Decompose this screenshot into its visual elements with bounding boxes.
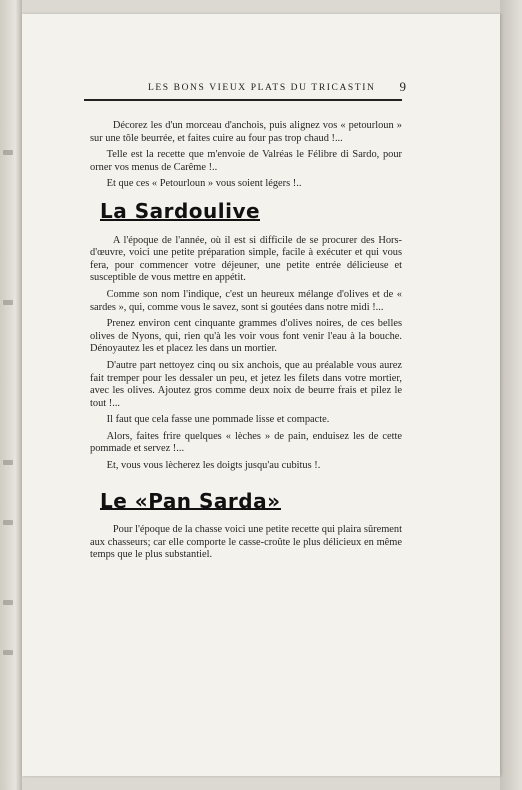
- page-header: [84, 79, 406, 101]
- page-number: 9: [399, 79, 406, 94]
- intro-paragraph: Et que ces « Petourloun » vous soient légers !..: [106, 178, 302, 190]
- facing-page-text-fragment: [3, 650, 13, 655]
- recipe-paragraph: Comme son nom l'indique, c'est un heureux mélange d'olives et de « sardes », qui, comme vous le savez, sont si goutées dans notre midi !...: [90, 288, 402, 313]
- recipe-paragraph: Il faut que cela fasse une pommade lisse et compacte.: [106, 414, 330, 426]
- facing-page-text-fragment: [3, 520, 13, 525]
- facing-page-text-fragment: [3, 150, 13, 155]
- recipe-paragraph: Alors, faites frire quelques « lèches » de pain, enduisez les de cette pommade et servez !...: [90, 430, 402, 455]
- recipe-paragraph: Et, vous vous lècherez les doigts jusqu'au cubitus !.: [106, 460, 321, 472]
- running-head: LES BONS VIEUX PLATS DU TRICASTIN: [148, 83, 376, 93]
- intro-paragraph: Telle est la recette que m'envoie de Valréas le Félibre di Sardo, pour orner vos menus de Carême !..: [90, 149, 402, 173]
- facing-page-text-fragment: [3, 600, 13, 605]
- section-title-sardoulive: La Sardoulive: [100, 198, 261, 223]
- facing-page-text-fragment: [3, 460, 13, 465]
- facing-page-edge: [0, 0, 22, 790]
- page-body: [90, 120, 402, 566]
- background-surface: [500, 0, 522, 790]
- recipe-paragraph: Pour l'époque de la chasse voici une petite recette qui plaira sûrement aux chasseurs; car elle comporte le casse-croûte le plus délicieux en même temps que le plus substantiel.: [90, 524, 402, 561]
- facing-page-text-fragment: [3, 300, 13, 305]
- intro-paragraph: Décorez les d'un morceau d'anchois, puis alignez vos « petourloun » sur une tôle beurrée, et faites cuire au four pas trop chaud !...: [90, 120, 402, 144]
- recipe-paragraph: A l'époque de l'année, où il est si difficile de se procurer des Hors-d'œuvre, voici une petite préparation simple, facile à exécuter et qui vous fera, pour commencer votre déjeuner, une petite entrée délicieuse et susceptible de vous mettre en appétit.: [90, 234, 402, 284]
- recipe-paragraph: Prenez environ cent cinquante grammes d'olives noires, de ces belles olives de Nyons, qui, rien qu'à les voir vous font venir l'eau à la bouche. Dénoyautez les et placez les dans un mortier.: [90, 318, 402, 355]
- recipe-paragraph: D'autre part nettoyez cinq ou six anchois, que au préalable vous aurez fait tremper pour les dessaler un peu, et jetez les filets dans votre mortier, avec les olives. Ajoutez gros comme deux noix de beurre frais et pilez le tout !...: [90, 359, 402, 409]
- section-title-pan-sarda: Le «Pan Sarda»: [100, 488, 281, 513]
